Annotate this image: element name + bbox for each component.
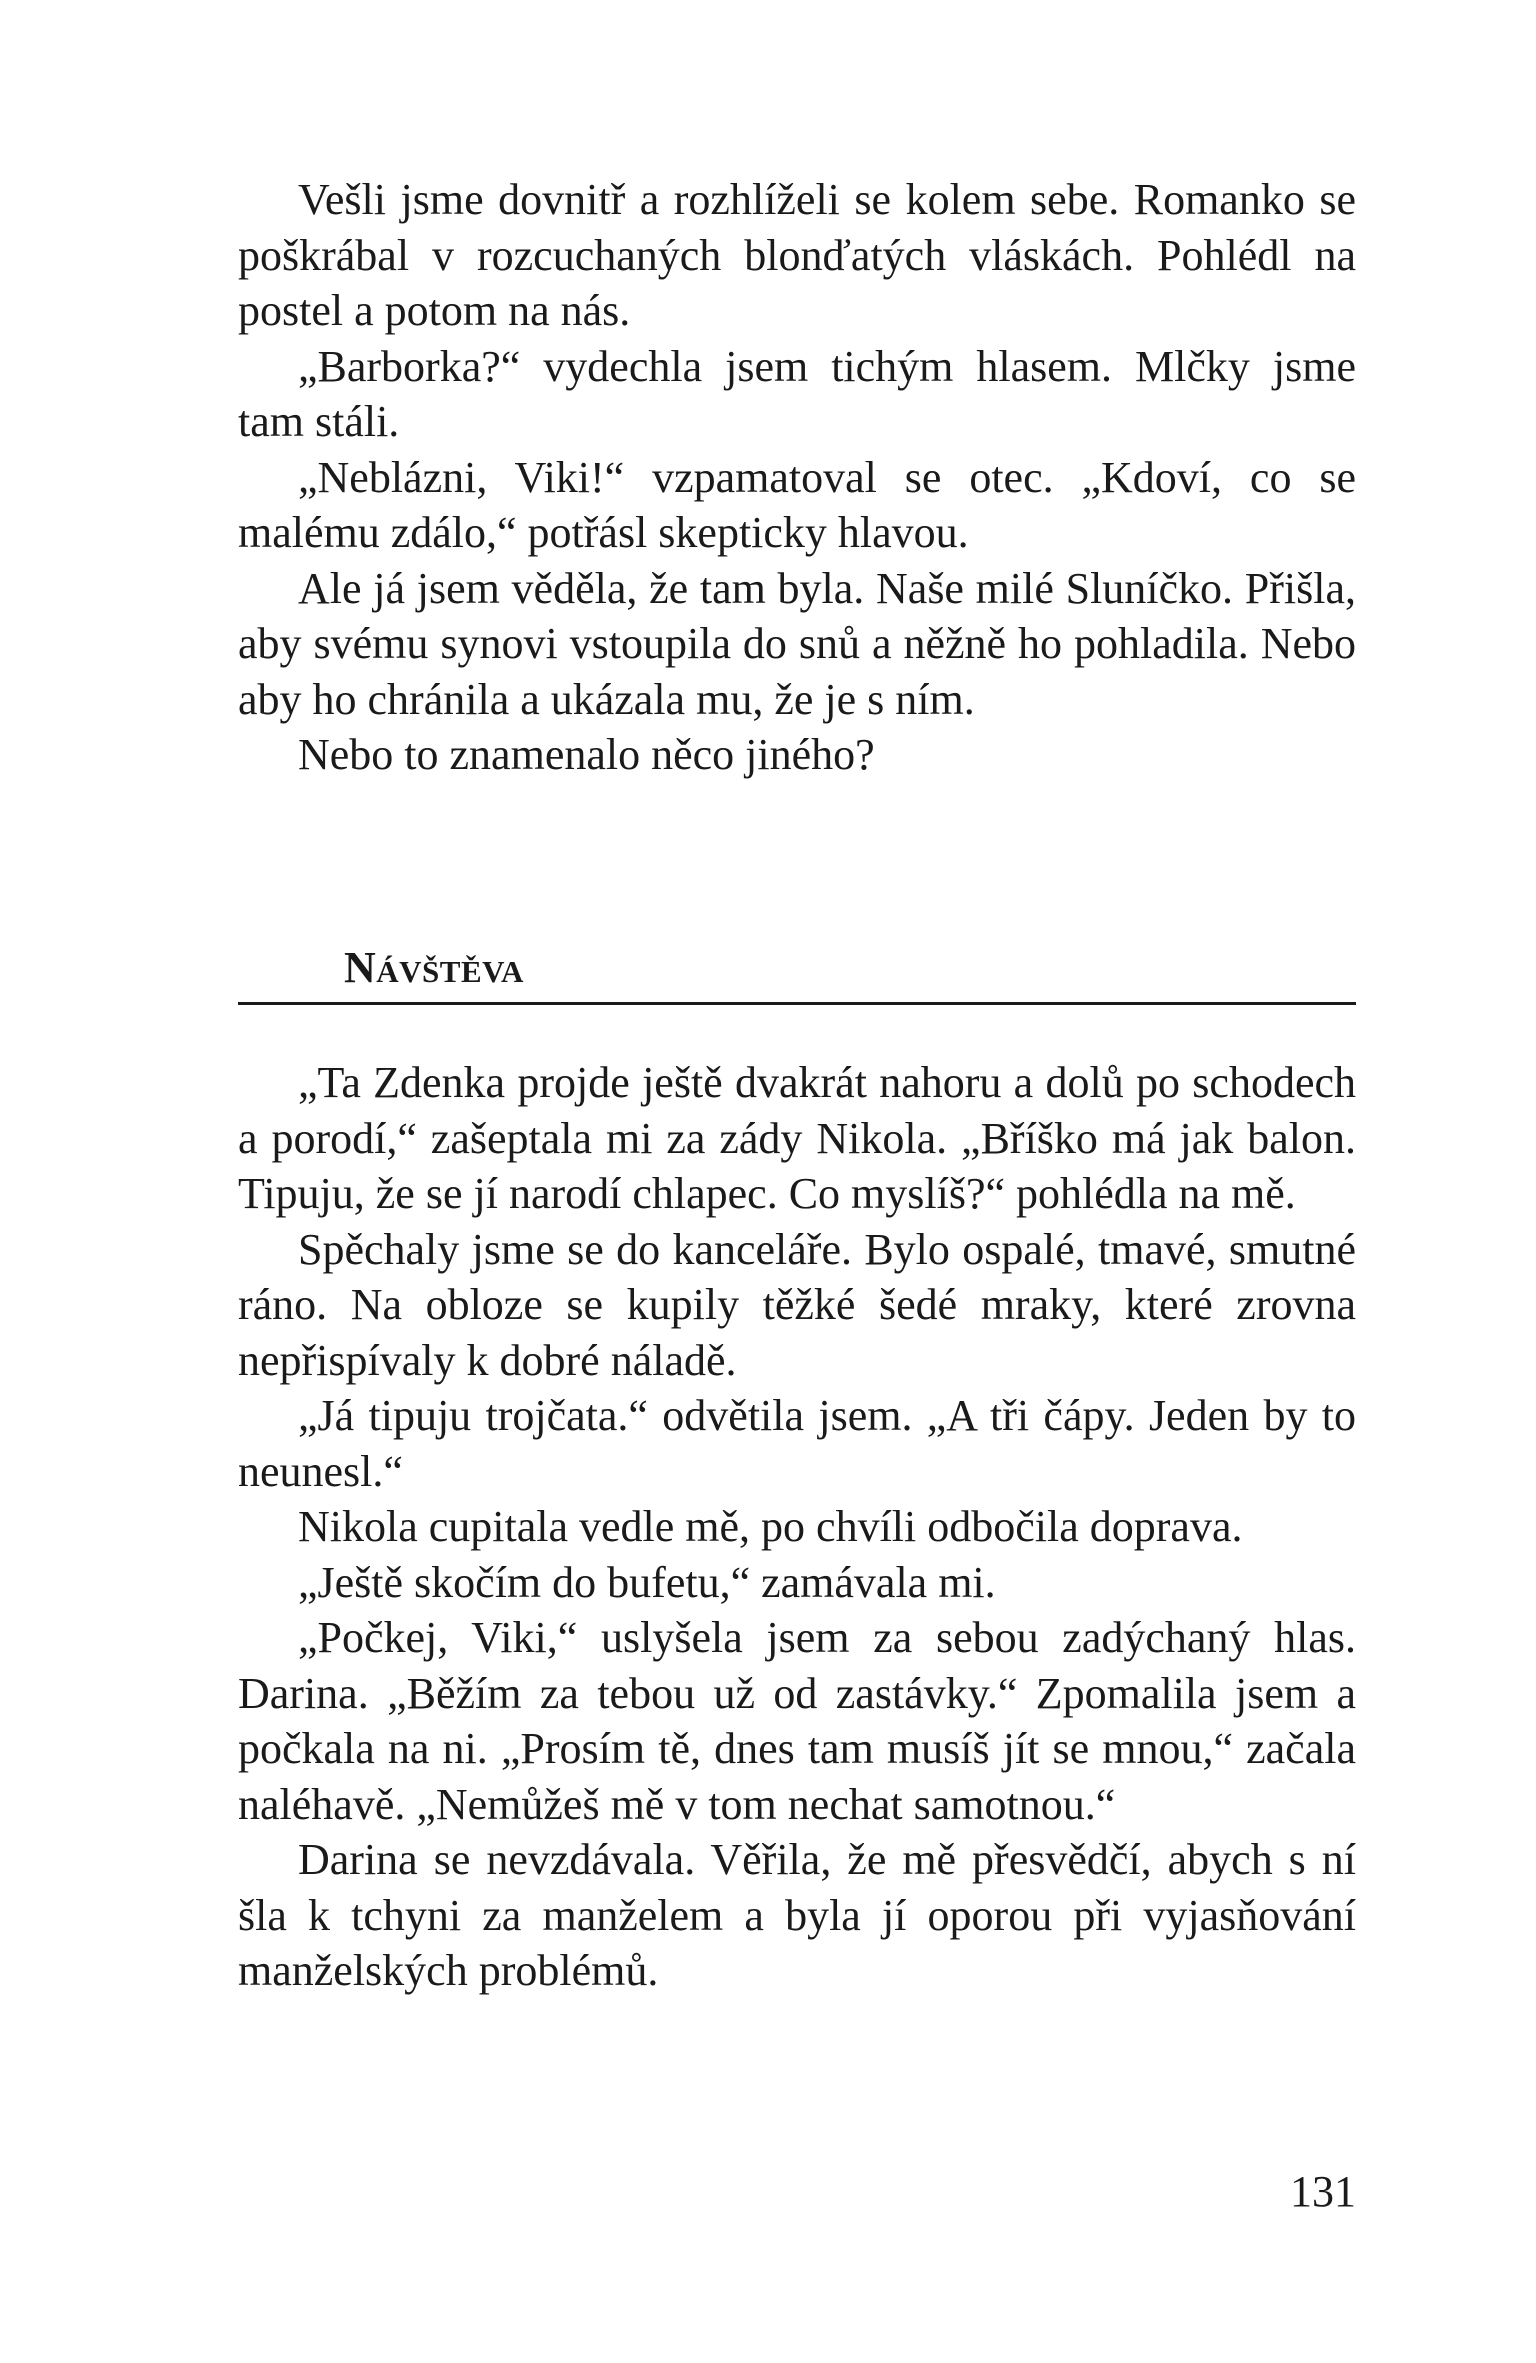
paragraph: Ale já jsem věděla, že tam byla. Naše milé Sluníčko. Přišla, aby svému synovi vstoupila do snů a něžně ho pohladila. Nebo aby ho chránila a ukázala mu, že je s ním. <box>238 563 1356 724</box>
paragraph: „Neblázni, Viki!“ vzpamatoval se otec. „Kdoví, co se malému zdálo,“ potřásl skepticky hlavou. <box>238 452 1356 557</box>
paragraph: „Já tipuju trojčata.“ odvětila jsem. „A tři čápy. Jeden by to neunesl.“ <box>238 1391 1356 1496</box>
section-heading <box>238 940 1356 1005</box>
paragraph: „Počkej, Viki,“ uslyšela jsem za sebou zadýchaný hlas. Darina. „Běžím za tebou už od zastávky.“ Zpomalila jsem a počkala na ni. „Prosím tě, dnes tam musíš jít se mnou,“ začala naléhavě. „Nemůžeš mě v tom nechat samotnou.“ <box>238 1613 1356 1829</box>
section-title: Návštěva <box>344 943 524 992</box>
heading-rule <box>238 1002 1356 1005</box>
paragraph: Nikola cupitala vedle mě, po chvíli odbočila doprava. <box>298 1502 1243 1551</box>
text-block-top <box>238 172 1356 783</box>
paragraph: „Ještě skočím do bufetu,“ zamávala mi. <box>298 1557 996 1607</box>
paragraph: „Ta Zdenka projde ještě dvakrát nahoru a dolů po schodech a porodí,“ zašeptala mi za zády Nikola. „Bříško má jak balon. Tipuju, že se jí narodí chlapec. Co myslíš?“ pohlédla na mě. <box>238 1058 1356 1218</box>
paragraph: Vešli jsme dovnitř a rozhlíželi se kolem sebe. Romanko se poškrábal v rozcuchaných blonďatých vláskách. Pohlédl na postel a potom na nás. <box>238 175 1356 335</box>
paragraph: Nebo to znamenalo něco jiného? <box>298 730 875 779</box>
paragraph: „Barborka?“ vydechla jsem tichým hlasem. Mlčky jsme tam stáli. <box>238 341 1356 446</box>
paragraph: Darina se nevzdávala. Věřila, že mě přesvědčí, abych s ní šla k tchyni za manželem a byla jí oporou při vyjasňování manželských problémů. <box>238 1835 1356 1995</box>
page-number: 131 <box>1290 2167 1356 2216</box>
text-block-bottom <box>238 1055 1356 1999</box>
paragraph: Spěchaly jsme se do kanceláře. Bylo ospalé, tmavé, smutné ráno. Na obloze se kupily těžké šedé mraky, které zrovna nepřispívaly k dobré náladě. <box>238 1224 1356 1385</box>
